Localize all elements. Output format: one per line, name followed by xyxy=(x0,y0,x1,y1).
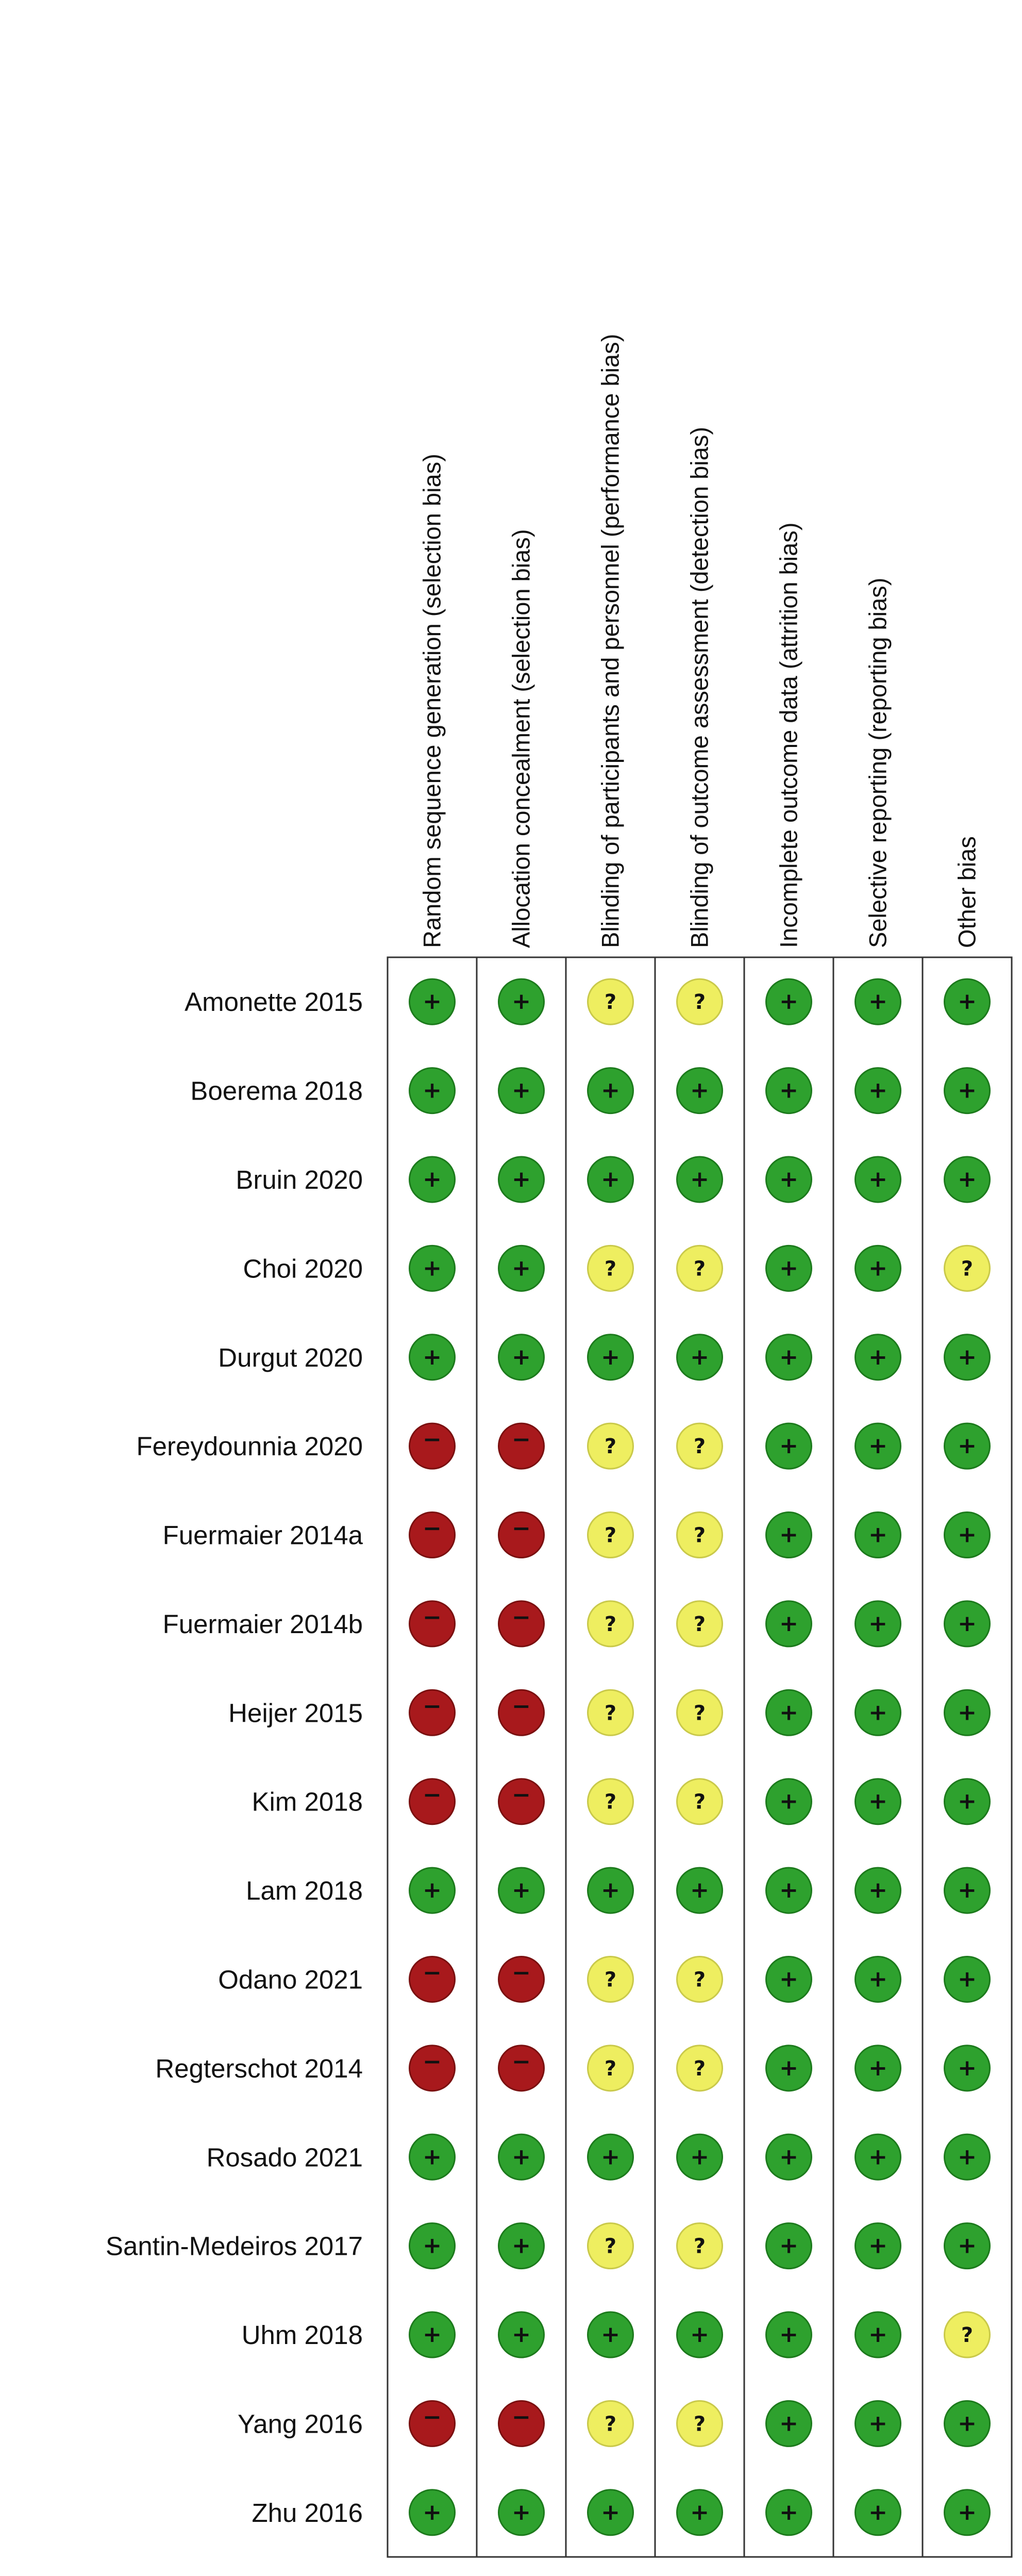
rating-mark-low xyxy=(766,2134,812,2180)
rating-mark-unclear xyxy=(588,1513,633,1558)
rating-symbol: ? xyxy=(693,2056,706,2081)
rating-symbol: − xyxy=(423,2048,442,2075)
rating-mark-low xyxy=(945,1068,990,1114)
rating-symbol: + xyxy=(601,2499,620,2525)
study-label: Heijer 2015 xyxy=(228,1698,363,1728)
rating-mark-low xyxy=(677,1335,723,1380)
rating-mark-low xyxy=(856,2490,901,2535)
rating-symbol: + xyxy=(690,1343,709,1370)
rating-mark-low xyxy=(766,1423,812,1469)
rating-mark-low xyxy=(499,1068,544,1114)
rating-mark-high xyxy=(499,1956,544,2002)
rating-mark-unclear xyxy=(588,1690,633,1735)
study-label: Amonette 2015 xyxy=(185,987,363,1017)
rating-mark-low xyxy=(945,2134,990,2180)
rating-mark-low xyxy=(410,1245,455,1291)
rating-symbol: + xyxy=(779,2321,798,2348)
rating-mark-low xyxy=(856,1335,901,1380)
rating-mark-low xyxy=(499,2490,544,2535)
rating-symbol: − xyxy=(512,1426,531,1453)
rating-symbol: + xyxy=(958,2232,977,2259)
rating-symbol: + xyxy=(423,2321,442,2348)
rating-symbol: + xyxy=(868,1166,887,1192)
rating-mark-low xyxy=(766,1690,812,1735)
rating-mark-low xyxy=(945,2401,990,2446)
rating-mark-low xyxy=(945,1690,990,1735)
rating-mark-high xyxy=(410,1423,455,1469)
rating-symbol: − xyxy=(512,2404,531,2431)
rating-mark-low xyxy=(766,1513,812,1558)
rating-symbol: + xyxy=(601,2143,620,2170)
rating-mark-low xyxy=(588,1335,633,1380)
domain-label: Incomplete outcome data (attrition bias) xyxy=(775,522,802,948)
rating-mark-low xyxy=(499,1245,544,1291)
rating-symbol: + xyxy=(423,988,442,1015)
rating-mark-low xyxy=(945,1513,990,1558)
rating-symbol: + xyxy=(868,1788,887,1815)
rating-symbol: ? xyxy=(604,2056,617,2081)
study-label: Yang 2016 xyxy=(238,2409,363,2439)
rating-mark-high xyxy=(499,1601,544,1647)
rating-symbol: + xyxy=(868,1521,887,1548)
rating-mark-high xyxy=(499,1513,544,1558)
rating-symbol: + xyxy=(601,2321,620,2348)
rating-symbol: − xyxy=(512,2048,531,2075)
rating-symbol: + xyxy=(423,1255,442,1282)
rating-mark-low xyxy=(945,2490,990,2535)
rating-mark-unclear xyxy=(945,1245,990,1291)
rating-symbol: ? xyxy=(693,2234,706,2258)
rating-mark-high xyxy=(410,1779,455,1824)
rating-mark-low xyxy=(410,2134,455,2180)
rating-symbol: + xyxy=(601,1343,620,1370)
study-label: Kim 2018 xyxy=(252,1787,363,1817)
rating-mark-low xyxy=(677,1868,723,1913)
rating-symbol: − xyxy=(423,1426,442,1453)
rating-mark-low xyxy=(766,1956,812,2002)
rating-symbol: + xyxy=(779,1966,798,1992)
rating-symbol: + xyxy=(512,2143,531,2170)
study-label: Zhu 2016 xyxy=(252,2498,363,2528)
study-label: Santin-Medeiros 2017 xyxy=(106,2231,363,2261)
study-label: Fuermaier 2014b xyxy=(162,1609,363,1639)
rating-mark-high xyxy=(410,2046,455,2091)
rating-symbol: + xyxy=(958,1521,977,1548)
rating-symbol: ? xyxy=(604,1257,617,1281)
rating-symbol: + xyxy=(958,1166,977,1192)
study-label: Lam 2018 xyxy=(246,1876,363,1906)
rating-mark-high xyxy=(499,1779,544,1824)
rating-symbol: + xyxy=(958,2499,977,2525)
rating-symbol: + xyxy=(958,1610,977,1637)
rating-mark-unclear xyxy=(677,1513,723,1558)
rating-mark-low xyxy=(945,1956,990,2002)
rating-mark-low xyxy=(856,1513,901,1558)
rating-mark-low xyxy=(766,2046,812,2091)
study-label: Fereydounnia 2020 xyxy=(136,1432,363,1461)
rating-mark-unclear xyxy=(677,1690,723,1735)
rating-symbol: + xyxy=(423,2143,442,2170)
rating-symbol: + xyxy=(423,1877,442,1904)
study-label: Boerema 2018 xyxy=(190,1076,363,1106)
rating-mark-low xyxy=(410,979,455,1024)
rating-symbol: ? xyxy=(961,1257,974,1281)
study-label: Choi 2020 xyxy=(243,1254,363,1284)
rating-symbol: + xyxy=(779,1699,798,1726)
rating-mark-low xyxy=(766,2490,812,2535)
rating-symbol: + xyxy=(868,2499,887,2525)
domain-label: Random sequence generation (selection bias) xyxy=(418,454,446,948)
rating-mark-unclear xyxy=(588,979,633,1024)
rating-mark-low xyxy=(588,1157,633,1202)
rating-mark-low xyxy=(945,1868,990,1913)
rating-symbol: ? xyxy=(604,2412,617,2436)
rating-mark-low xyxy=(499,2134,544,2180)
rating-symbol: + xyxy=(601,1877,620,1904)
rating-symbol: ? xyxy=(693,1612,706,1636)
rating-mark-low xyxy=(766,2401,812,2446)
rating-mark-unclear xyxy=(588,2046,633,2091)
rating-symbol: + xyxy=(779,2499,798,2525)
rating-mark-low xyxy=(856,1956,901,2002)
rating-symbol: + xyxy=(868,1610,887,1637)
rating-symbol: + xyxy=(958,2410,977,2437)
rating-mark-high xyxy=(410,1956,455,2002)
rating-mark-unclear xyxy=(677,979,723,1024)
rating-mark-low xyxy=(856,1601,901,1647)
study-label: Rosado 2021 xyxy=(206,2142,363,2172)
rating-symbol: + xyxy=(868,1077,887,1104)
rating-symbol: ? xyxy=(693,990,706,1015)
rating-symbol: + xyxy=(423,2232,442,2259)
rating-mark-low xyxy=(945,1601,990,1647)
rating-symbol: ? xyxy=(693,1701,706,1725)
rating-symbol: + xyxy=(512,1877,531,1904)
rating-mark-low xyxy=(856,1157,901,1202)
rating-symbol: − xyxy=(512,1959,531,1986)
study-label: Odano 2021 xyxy=(218,1965,363,1995)
rating-symbol: − xyxy=(423,1604,442,1631)
rating-mark-low xyxy=(766,1157,812,1202)
study-label: Regterschot 2014 xyxy=(155,2053,363,2083)
rating-mark-low xyxy=(945,1779,990,1824)
rating-mark-low xyxy=(499,979,544,1024)
rating-mark-low xyxy=(410,1157,455,1202)
rating-symbol: + xyxy=(690,1877,709,1904)
rating-symbol: + xyxy=(779,1433,798,1459)
rating-symbol: + xyxy=(779,1521,798,1548)
rating-mark-low xyxy=(410,2312,455,2357)
rating-symbol: + xyxy=(512,1077,531,1104)
rating-symbol: + xyxy=(958,1966,977,1992)
rating-mark-low xyxy=(766,1868,812,1913)
rating-mark-high xyxy=(410,2401,455,2446)
rating-symbol: + xyxy=(512,2232,531,2259)
rating-symbol: + xyxy=(690,2143,709,2170)
rating-symbol: ? xyxy=(693,1968,706,1992)
rating-mark-high xyxy=(410,1601,455,1647)
rating-symbol: ? xyxy=(604,1435,617,1459)
rating-mark-low xyxy=(410,2490,455,2535)
rating-symbol: + xyxy=(958,1699,977,1726)
rating-symbol: ? xyxy=(604,1701,617,1725)
rating-symbol: + xyxy=(423,1343,442,1370)
rating-mark-low xyxy=(499,1868,544,1913)
rating-mark-low xyxy=(945,2046,990,2091)
rating-symbol: + xyxy=(958,988,977,1015)
rating-symbol: + xyxy=(423,1166,442,1192)
rating-mark-low xyxy=(410,1335,455,1380)
rating-mark-low xyxy=(677,2134,723,2180)
rating-mark-low xyxy=(499,1157,544,1202)
rating-mark-low xyxy=(677,1157,723,1202)
rating-symbol: + xyxy=(779,1610,798,1637)
rating-symbol: + xyxy=(868,988,887,1015)
rating-mark-low xyxy=(766,1335,812,1380)
rating-symbol: + xyxy=(868,2232,887,2259)
rating-mark-low xyxy=(945,979,990,1024)
rating-symbol: + xyxy=(690,2321,709,2348)
rating-mark-unclear xyxy=(677,2223,723,2269)
rating-symbol: + xyxy=(601,1166,620,1192)
rating-mark-low xyxy=(766,1245,812,1291)
rating-symbol: + xyxy=(958,1433,977,1459)
rating-symbol: − xyxy=(423,1782,442,1808)
rating-mark-unclear xyxy=(588,1423,633,1469)
rating-mark-high xyxy=(499,1690,544,1735)
rating-mark-unclear xyxy=(588,1956,633,2002)
rating-mark-low xyxy=(945,1335,990,1380)
rating-symbol: + xyxy=(868,1877,887,1904)
rating-mark-unclear xyxy=(677,1956,723,2002)
rating-mark-low xyxy=(856,2312,901,2357)
rating-mark-low xyxy=(856,979,901,1024)
domain-labels xyxy=(418,334,981,948)
rating-mark-low xyxy=(766,1601,812,1647)
rating-symbol: ? xyxy=(604,1523,617,1548)
rating-mark-low xyxy=(945,2223,990,2269)
domain-label: Blinding of outcome assessment (detection bias) xyxy=(685,426,713,948)
rating-mark-low xyxy=(588,1868,633,1913)
rating-mark-unclear xyxy=(677,1779,723,1824)
rating-symbol: + xyxy=(779,1788,798,1815)
rating-symbol: − xyxy=(423,1693,442,1720)
rating-mark-unclear xyxy=(677,1245,723,1291)
rating-symbol: − xyxy=(423,1515,442,1542)
rating-symbol: + xyxy=(779,2410,798,2437)
rating-mark-low xyxy=(410,2223,455,2269)
rating-symbol: ? xyxy=(604,1790,617,1814)
rating-symbol: + xyxy=(690,1077,709,1104)
study-label: Bruin 2020 xyxy=(236,1165,363,1194)
rating-symbol: + xyxy=(423,2499,442,2525)
rating-mark-low xyxy=(766,1068,812,1114)
rating-mark-low xyxy=(766,2223,812,2269)
rating-symbol: + xyxy=(868,2054,887,2081)
rating-symbol: ? xyxy=(693,1257,706,1281)
rating-mark-low xyxy=(499,2223,544,2269)
study-label: Uhm 2018 xyxy=(241,2320,363,2350)
rating-mark-unclear xyxy=(588,2223,633,2269)
rating-symbol: + xyxy=(868,2143,887,2170)
rating-symbol: + xyxy=(779,2143,798,2170)
rating-mark-unclear xyxy=(588,2401,633,2446)
rating-symbol: − xyxy=(423,2404,442,2431)
rating-symbol: + xyxy=(958,1877,977,1904)
rating-symbol: + xyxy=(423,1077,442,1104)
rating-symbol: + xyxy=(779,1877,798,1904)
rating-symbol: + xyxy=(601,1077,620,1104)
rating-mark-unclear xyxy=(677,2401,723,2446)
rating-mark-unclear xyxy=(677,1423,723,1469)
rating-symbol: + xyxy=(868,1433,887,1459)
rating-mark-low xyxy=(856,1690,901,1735)
rating-mark-low xyxy=(677,2490,723,2535)
domain-label: Other bias xyxy=(953,836,981,948)
rating-symbol: + xyxy=(779,2054,798,2081)
rating-symbol: − xyxy=(423,1959,442,1986)
rating-symbol: + xyxy=(512,1166,531,1192)
rating-mark-low xyxy=(856,2134,901,2180)
rating-symbol: + xyxy=(690,2499,709,2525)
rating-symbol: ? xyxy=(604,1612,617,1636)
rating-mark-low xyxy=(410,1068,455,1114)
rating-mark-low xyxy=(856,1779,901,1824)
rating-mark-low xyxy=(856,2401,901,2446)
rating-symbol: + xyxy=(779,1255,798,1282)
rating-mark-low xyxy=(856,1423,901,1469)
rating-mark-low xyxy=(766,2312,812,2357)
rating-symbol: − xyxy=(512,1515,531,1542)
rating-mark-unclear xyxy=(588,1601,633,1647)
rating-symbol: ? xyxy=(604,990,617,1015)
rating-mark-high xyxy=(499,2401,544,2446)
rating-symbol: + xyxy=(779,2232,798,2259)
rating-mark-low xyxy=(856,2046,901,2091)
rating-mark-high xyxy=(410,1690,455,1735)
rating-mark-low xyxy=(499,1335,544,1380)
rating-symbol: + xyxy=(512,988,531,1015)
rating-symbol: + xyxy=(779,988,798,1015)
study-label: Fuermaier 2014a xyxy=(162,1520,363,1550)
rating-mark-low xyxy=(766,979,812,1024)
rating-mark-low xyxy=(945,1157,990,1202)
rating-mark-low xyxy=(588,2490,633,2535)
rating-symbol: + xyxy=(958,1788,977,1815)
domain-label: Selective reporting (reporting bias) xyxy=(864,577,892,948)
rating-symbol: + xyxy=(779,1166,798,1192)
rating-symbol: + xyxy=(512,1343,531,1370)
rating-symbol: + xyxy=(690,1166,709,1192)
rating-mark-low xyxy=(945,1423,990,1469)
rating-mark-unclear xyxy=(588,1779,633,1824)
rating-mark-high xyxy=(499,1423,544,1469)
rating-symbol: + xyxy=(868,1699,887,1726)
rating-symbol: + xyxy=(958,1077,977,1104)
domain-label: Blinding of participants and personnel (performance bias) xyxy=(596,334,624,948)
rating-mark-unclear xyxy=(677,2046,723,2091)
rating-symbol: ? xyxy=(961,2323,974,2348)
rating-mark-low xyxy=(588,2312,633,2357)
rating-mark-low xyxy=(499,2312,544,2357)
rating-symbol: − xyxy=(512,1693,531,1720)
rating-mark-low xyxy=(588,2134,633,2180)
rating-symbol: + xyxy=(868,1966,887,1992)
rating-mark-low xyxy=(856,1068,901,1114)
rating-symbol: + xyxy=(958,2143,977,2170)
rating-symbol: + xyxy=(512,2499,531,2525)
rating-mark-low xyxy=(677,1068,723,1114)
rating-symbol: + xyxy=(958,2054,977,2081)
rating-symbol: + xyxy=(512,2321,531,2348)
rating-mark-unclear xyxy=(945,2312,990,2357)
rating-symbol: + xyxy=(779,1077,798,1104)
rating-symbol: + xyxy=(868,1343,887,1370)
rating-symbol: ? xyxy=(693,2412,706,2436)
study-label: Durgut 2020 xyxy=(218,1342,363,1372)
rating-mark-unclear xyxy=(588,1245,633,1291)
rating-symbol: + xyxy=(958,1343,977,1370)
rating-mark-high xyxy=(410,1513,455,1558)
rating-mark-low xyxy=(410,1868,455,1913)
rating-symbol: ? xyxy=(604,2234,617,2258)
rating-marks xyxy=(410,979,990,2535)
rating-symbol: + xyxy=(868,2321,887,2348)
domain-label: Allocation concealment (selection bias) xyxy=(507,529,535,948)
rating-symbol: + xyxy=(779,1343,798,1370)
rating-symbol: + xyxy=(868,1255,887,1282)
rating-symbol: ? xyxy=(693,1435,706,1459)
rating-mark-low xyxy=(856,2223,901,2269)
study-labels xyxy=(106,987,363,2528)
rating-symbol: − xyxy=(512,1604,531,1631)
rating-symbol: ? xyxy=(604,1968,617,1992)
rating-mark-low xyxy=(856,1868,901,1913)
rating-symbol: − xyxy=(512,1782,531,1808)
rating-symbol: + xyxy=(512,1255,531,1282)
rating-mark-low xyxy=(588,1068,633,1114)
rating-symbol: ? xyxy=(693,1790,706,1814)
rating-symbol: ? xyxy=(693,1523,706,1548)
rating-mark-low xyxy=(766,1779,812,1824)
rating-mark-low xyxy=(856,1245,901,1291)
rating-mark-high xyxy=(499,2046,544,2091)
rating-symbol: + xyxy=(868,2410,887,2437)
rating-mark-unclear xyxy=(677,1601,723,1647)
rating-mark-low xyxy=(677,2312,723,2357)
